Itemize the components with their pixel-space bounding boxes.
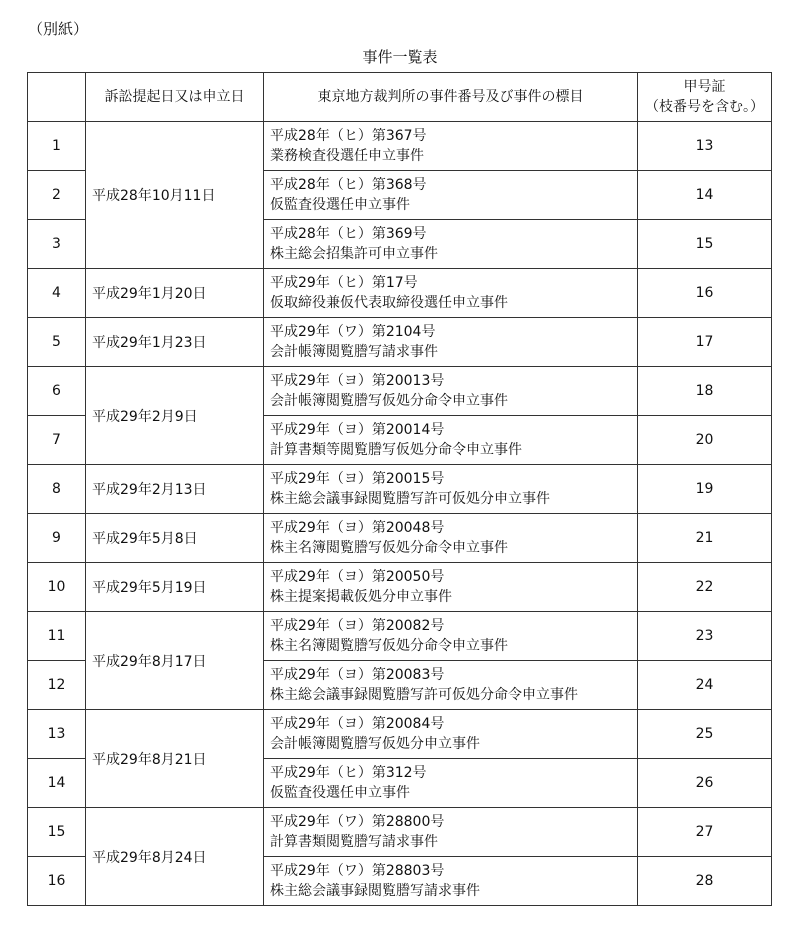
case-cell — [264, 514, 638, 563]
row-number: 3 — [28, 220, 86, 269]
row-number: 13 — [28, 710, 86, 759]
filing-date: 平成28年10月11日 — [86, 122, 264, 269]
table-row — [28, 367, 772, 416]
case-title: 株主総会議事録閲覧謄写許可仮処分申立事件 — [270, 491, 550, 507]
case-list-table — [27, 72, 772, 906]
row-number: 16 — [28, 857, 86, 906]
case-title: 株主名簿閲覧謄写仮処分命令申立事件 — [270, 540, 508, 556]
case-number: 平成28年（ヒ）第369号 — [270, 226, 427, 242]
evidence-number: 14 — [638, 171, 772, 220]
case-number: 平成29年（ヨ）第20014号 — [270, 422, 445, 438]
case-number: 平成29年（ワ）第2104号 — [270, 324, 436, 340]
row-number: 2 — [28, 171, 86, 220]
case-number: 平成29年（ヨ）第20015号 — [270, 471, 445, 487]
page-title: 事件一覧表 — [362, 48, 438, 66]
table-row — [28, 122, 772, 171]
header-evidence-line2: （枝番号を含む。） — [645, 99, 764, 115]
table-row — [28, 710, 772, 759]
row-number: 9 — [28, 514, 86, 563]
evidence-number: 23 — [638, 612, 772, 661]
case-cell — [264, 220, 638, 269]
table-row — [28, 563, 772, 612]
case-title: 株主名簿閲覧謄写仮処分命令申立事件 — [270, 638, 508, 654]
row-number: 6 — [28, 367, 86, 416]
header-evidence — [638, 73, 772, 122]
evidence-number: 28 — [638, 857, 772, 906]
case-number: 平成29年（ヒ）第17号 — [270, 275, 418, 291]
evidence-number: 25 — [638, 710, 772, 759]
case-title: 計算書類等閲覧謄写仮処分命令申立事件 — [270, 442, 522, 458]
case-cell — [264, 122, 638, 171]
evidence-number: 16 — [638, 269, 772, 318]
case-cell — [264, 759, 638, 808]
table-row — [28, 318, 772, 367]
case-title: 株主総会議事録閲覧謄写請求事件 — [270, 883, 480, 899]
header-number — [28, 73, 86, 122]
case-number: 平成29年（ヨ）第20083号 — [270, 667, 445, 683]
case-title: 計算書類閲覧謄写請求事件 — [270, 834, 438, 850]
row-number: 8 — [28, 465, 86, 514]
case-cell — [264, 857, 638, 906]
case-title: 仮監査役選任申立事件 — [270, 785, 410, 801]
case-number: 平成29年（ヨ）第20013号 — [270, 373, 445, 389]
evidence-number: 18 — [638, 367, 772, 416]
table-header-row — [28, 73, 772, 122]
case-title: 会計帳簿閲覧謄写請求事件 — [270, 344, 438, 360]
evidence-number: 26 — [638, 759, 772, 808]
filing-date: 平成29年5月19日 — [86, 563, 264, 612]
filing-date: 平成29年2月9日 — [86, 367, 264, 465]
case-number: 平成29年（ヨ）第20082号 — [270, 618, 445, 634]
annex-label: （別紙） — [28, 20, 89, 38]
filing-date: 平成29年8月21日 — [86, 710, 264, 808]
table-row — [28, 269, 772, 318]
table-row — [28, 514, 772, 563]
header-evidence-line1: 甲号証 — [683, 79, 726, 95]
case-title: 会計帳簿閲覧謄写仮処分命令申立事件 — [270, 393, 508, 409]
case-title: 仮取締役兼仮代表取締役選任申立事件 — [270, 295, 508, 311]
filing-date: 平成29年1月23日 — [86, 318, 264, 367]
case-number: 平成29年（ヨ）第20048号 — [270, 520, 445, 536]
header-date: 訴訟提起日又は申立日 — [86, 73, 264, 122]
evidence-number: 15 — [638, 220, 772, 269]
evidence-number: 24 — [638, 661, 772, 710]
case-number: 平成28年（ヒ）第367号 — [270, 128, 427, 144]
case-title: 株主総会議事録閲覧謄写許可仮処分命令申立事件 — [270, 687, 578, 703]
table-row — [28, 465, 772, 514]
row-number: 14 — [28, 759, 86, 808]
evidence-number: 20 — [638, 416, 772, 465]
case-cell — [264, 416, 638, 465]
filing-date: 平成29年8月17日 — [86, 612, 264, 710]
evidence-number: 13 — [638, 122, 772, 171]
row-number: 1 — [28, 122, 86, 171]
case-cell — [264, 318, 638, 367]
case-cell — [264, 661, 638, 710]
case-number: 平成29年（ヨ）第20084号 — [270, 716, 445, 732]
case-number: 平成29年（ヨ）第20050号 — [270, 569, 445, 585]
evidence-number: 27 — [638, 808, 772, 857]
filing-date: 平成29年5月8日 — [86, 514, 264, 563]
evidence-number: 19 — [638, 465, 772, 514]
filing-date: 平成29年2月13日 — [86, 465, 264, 514]
row-number: 11 — [28, 612, 86, 661]
case-cell — [264, 269, 638, 318]
case-title: 仮監査役選任申立事件 — [270, 197, 410, 213]
case-cell — [264, 171, 638, 220]
case-cell — [264, 612, 638, 661]
case-title: 会計帳簿閲覧謄写仮処分申立事件 — [270, 736, 480, 752]
case-title: 株主総会招集許可申立事件 — [270, 246, 438, 262]
filing-date: 平成29年1月20日 — [86, 269, 264, 318]
case-number: 平成29年（ワ）第28803号 — [270, 863, 445, 879]
case-number: 平成28年（ヒ）第368号 — [270, 177, 427, 193]
case-title: 株主提案掲載仮処分申立事件 — [270, 589, 452, 605]
row-number: 7 — [28, 416, 86, 465]
case-number: 平成29年（ヒ）第312号 — [270, 765, 427, 781]
row-number: 12 — [28, 661, 86, 710]
row-number: 4 — [28, 269, 86, 318]
case-title: 業務検査役選任申立事件 — [270, 148, 424, 164]
case-cell — [264, 808, 638, 857]
row-number: 5 — [28, 318, 86, 367]
table-row — [28, 612, 772, 661]
filing-date: 平成29年8月24日 — [86, 808, 264, 906]
case-cell — [264, 563, 638, 612]
case-number: 平成29年（ワ）第28800号 — [270, 814, 445, 830]
evidence-number: 22 — [638, 563, 772, 612]
table-row — [28, 808, 772, 857]
evidence-number: 17 — [638, 318, 772, 367]
case-cell — [264, 367, 638, 416]
row-number: 10 — [28, 563, 86, 612]
header-case: 東京地方裁判所の事件番号及び事件の標目 — [264, 73, 638, 122]
case-cell — [264, 710, 638, 759]
row-number: 15 — [28, 808, 86, 857]
case-cell — [264, 465, 638, 514]
evidence-number: 21 — [638, 514, 772, 563]
